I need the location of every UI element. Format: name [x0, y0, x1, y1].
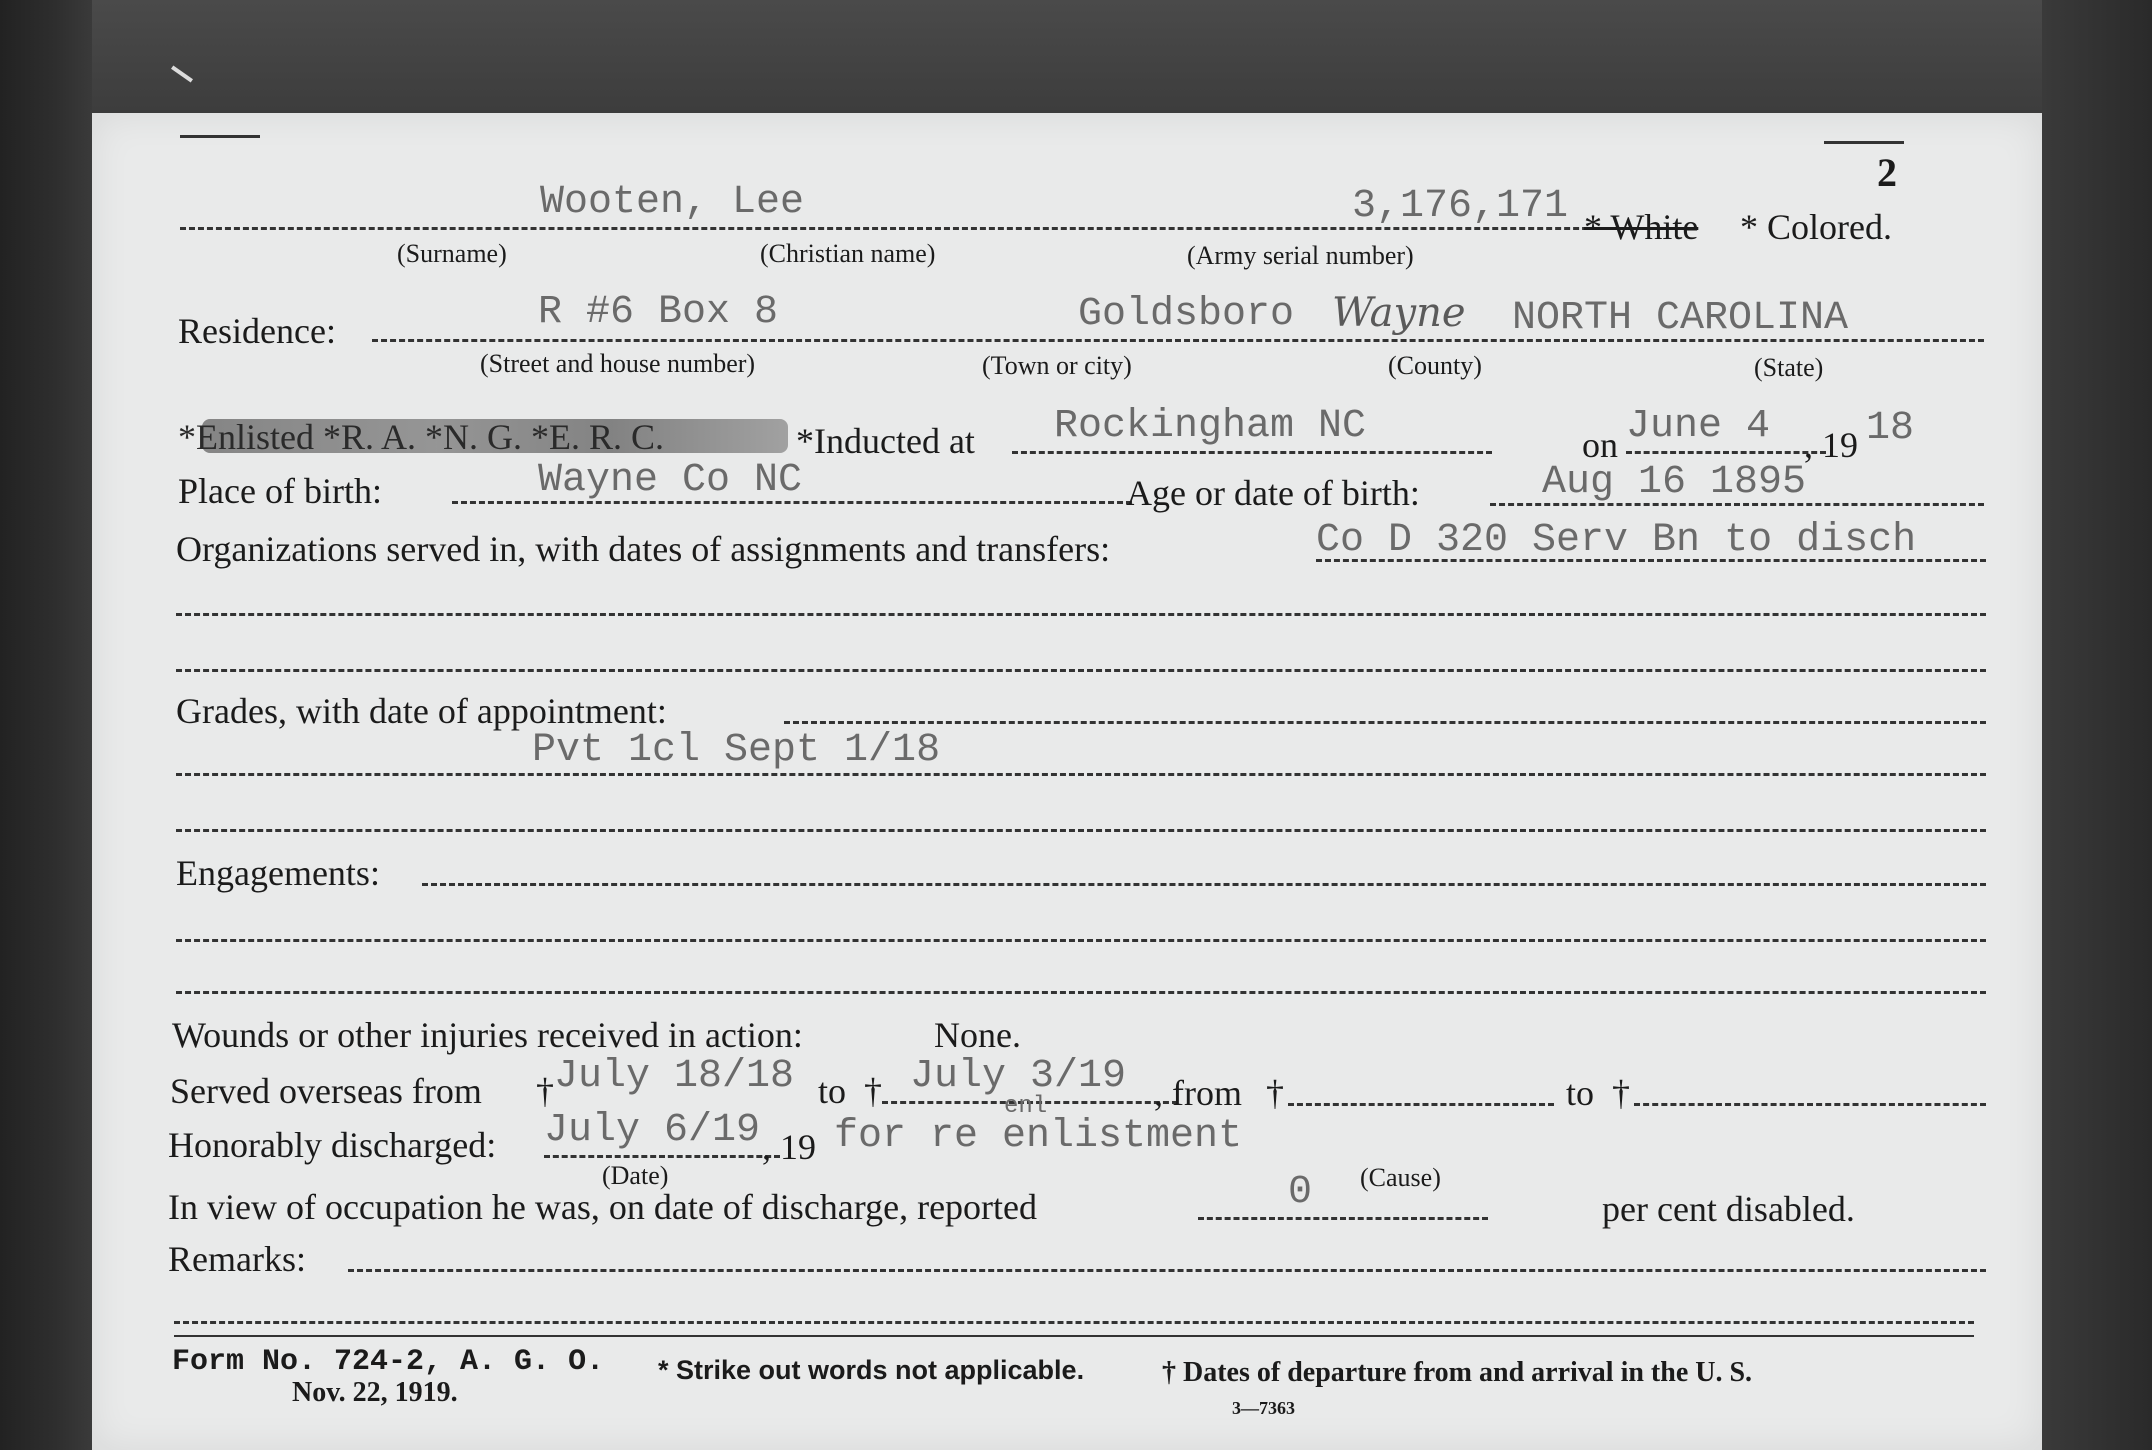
footer-rule [174, 1335, 1974, 1337]
birth-place-line [452, 501, 1132, 504]
discharge-year-prefix: , 19 [762, 1127, 816, 1167]
disability-value: 0 [1288, 1170, 1313, 1215]
overseas-dagger-1: † [536, 1071, 554, 1111]
engagements-line-3 [176, 991, 1986, 994]
engagements-line-1 [422, 883, 1986, 886]
organizations-label: Organizations served in, with dates of assignments and transfers: [176, 529, 1111, 569]
birth-date-value: Aug 16 1895 [1542, 460, 1807, 505]
top-right-rule [1824, 141, 1904, 144]
grades-line-2 [176, 773, 1986, 776]
induction-year-value: 18 [1866, 406, 1915, 451]
inducted-at-value: Rockingham NC [1054, 404, 1367, 449]
residence-line [372, 339, 1984, 342]
serial-value: 3,176,171 [1352, 184, 1569, 229]
scan-background-right [2042, 0, 2152, 1450]
serial-label: (Army serial number) [1187, 241, 1414, 270]
county-label: (County) [1388, 351, 1482, 380]
scan-background-left [0, 0, 92, 1450]
wounds-label: Wounds or other injuries received in action: [172, 1015, 803, 1055]
grades-value: Pvt 1cl Sept 1/18 [532, 728, 941, 773]
remarks-line-2 [174, 1321, 1974, 1324]
discharge-label: Honorably discharged: [168, 1125, 497, 1165]
cause-caption: (Cause) [1360, 1163, 1441, 1192]
christian-name-label: (Christian name) [760, 239, 936, 268]
induction-year-prefix: , 19 [1804, 425, 1858, 465]
town-label: (Town or city) [982, 351, 1132, 380]
street-label: (Street and house number) [480, 349, 756, 378]
form-date: Nov. 22, 1919. [292, 1377, 458, 1408]
birth-date-line [1490, 503, 1984, 506]
disability-line [1198, 1217, 1488, 1220]
card-number: 2 [1877, 150, 1897, 195]
grades-line-3 [176, 829, 1986, 832]
overseas-to-label-1: to [818, 1071, 847, 1111]
discharge-date-value: July 6/19 [544, 1108, 761, 1153]
state-label: (State) [1754, 353, 1824, 382]
strike-note: * Strike out words not applicable. [658, 1355, 1085, 1385]
residence-label: Residence: [178, 311, 336, 351]
discharge-cause-value: for re enlistment [834, 1114, 1243, 1159]
county-value: Wayne [1332, 290, 1466, 336]
record-card [92, 113, 2042, 1450]
induction-date-value: June 4 [1626, 404, 1771, 449]
engagements-label: Engagements: [176, 853, 380, 893]
white-option: * White [1584, 207, 1699, 247]
discharge-cause-correction: enl [1004, 1093, 1048, 1120]
overseas-to-label-2: to [1566, 1073, 1595, 1113]
birth-place-label: Place of birth: [178, 471, 382, 511]
induction-date-line [1626, 451, 1826, 454]
overseas-from-value: July 18/18 [554, 1054, 795, 1099]
name-value: Wooten, Lee [540, 180, 805, 225]
state-value: NORTH CAROLINA [1512, 296, 1849, 341]
wounds-value: None. [934, 1015, 1021, 1055]
overseas-from-line-2 [1288, 1103, 1554, 1106]
remarks-label: Remarks: [168, 1239, 306, 1279]
dates-note: † Dates of departure from and arrival in the U. S. [1162, 1357, 1753, 1388]
organizations-line-3 [176, 669, 1986, 672]
grades-label: Grades, with date of appointment: [176, 691, 667, 731]
scan-background-top [0, 0, 2152, 110]
overseas-to-value: July 3/19 [910, 1054, 1127, 1099]
overseas-dagger-3: † [1266, 1073, 1284, 1113]
town-value: Goldsboro [1078, 292, 1295, 337]
overseas-dagger-4: † [1612, 1073, 1630, 1113]
grades-line-1 [784, 721, 1986, 724]
organizations-value: Co D 320 Serv Bn to disch [1316, 518, 1917, 563]
street-value: R #6 Box 8 [538, 290, 779, 335]
colored-option: * Colored. [1740, 207, 1892, 247]
enlisted-options-struck: *Enlisted *R. A. *N. G. *E. R. C. [178, 417, 665, 457]
on-label: on [1582, 425, 1618, 465]
overseas-to-line-2 [1634, 1103, 1986, 1106]
inducted-line [1012, 451, 1492, 454]
birth-date-label: Age or date of birth: [1126, 473, 1420, 513]
print-code: 3—7363 [1232, 1398, 1295, 1418]
birth-place-value: Wayne Co NC [538, 458, 803, 503]
form-number: Form No. 724-2, A. G. O. [172, 1345, 605, 1379]
disability-label: In view of occupation he was, on date of discharge, reported [168, 1187, 1038, 1227]
disability-suffix: per cent disabled. [1602, 1189, 1855, 1229]
engagements-line-2 [176, 939, 1986, 942]
date-caption: (Date) [602, 1161, 669, 1190]
inducted-label: *Inducted at [796, 421, 975, 461]
organizations-line-2 [176, 613, 1986, 616]
remarks-line-1 [348, 1269, 1986, 1272]
overseas-from-label-2: , from [1154, 1073, 1242, 1113]
discharge-date-line [544, 1155, 780, 1158]
top-left-rule [180, 135, 260, 138]
overseas-label: Served overseas from [170, 1071, 482, 1111]
organizations-line-1 [1316, 559, 1986, 562]
overseas-dagger-2: † [864, 1071, 882, 1111]
surname-label: (Surname) [397, 239, 507, 268]
